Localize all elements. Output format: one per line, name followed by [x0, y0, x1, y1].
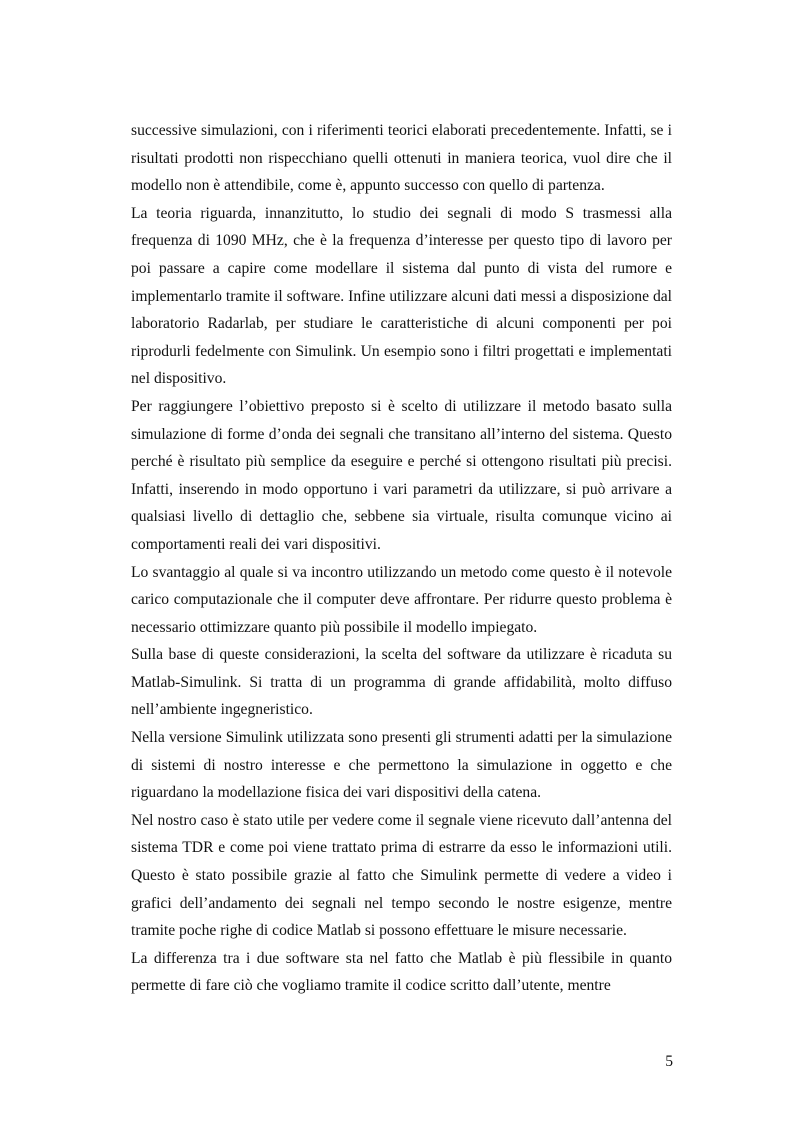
paragraph-1: successive simulazioni, con i riferimenti teorici elaborati precedentemente. Infatti, se i risultati prodotti non rispecchiano quelli ottenuti in maniera teorica, vuol dire che il modello non è attendibile, come è, appunto successo con quello di partenza.	[131, 122, 672, 195]
paragraph-5: Sulla base di queste considerazioni, la scelta del software da utilizzare è ricaduta su Matlab-Simulink. Si tratta di un programma di grande affidabilità, molto diffuso nell’ambiente ingegneristico.	[131, 646, 672, 719]
paragraph-3: Per raggiungere l’obiettivo preposto si è scelto di utilizzare il metodo basato sulla simulazione di forme d’onda dei segnali che transitano all’interno del sistema. Questo perché è risultato più semplice da eseguire e perché si ottengono risultati più precisi. Infatti, inserendo in modo opportuno i vari parametri da utilizzare, si può arrivare a qualsiasi livello di dettaglio che, sebbene sia virtuale, risulta comunque vicino ai comportamenti reali dei vari dispositivi.	[131, 397, 672, 553]
paragraph-7: Nel nostro caso è stato utile per vedere come il segnale viene ricevuto dall’antenna del sistema TDR e come poi viene trattato prima di estrarre da esso le informazioni utili. Questo è stato possibile grazie al fatto che Simulink permette di vedere a video i grafici dell’andamento dei segnali nel tempo secondo le nostre esigenze, mentre tramite poche righe di codice Matlab si possono effettuare le misure necessarie.	[131, 811, 672, 940]
paragraph-8: La differenza tra i due software sta nel fatto che Matlab è più flessibile in quanto permette di fare ciò che vogliamo tramite il codice scritto dall’utente, mentre	[131, 949, 672, 995]
paragraph-6: Nella versione Simulink utilizzata sono presenti gli strumenti adatti per la simulazione di sistemi di nostro interesse e che permettono la simulazione in oggetto e che riguardano la modellazione fisica dei vari dispositivi della catena.	[131, 729, 672, 802]
paragraph-4: Lo svantaggio al quale si va incontro utilizzando un metodo come questo è il notevole carico computazionale che il computer deve affrontare. Per ridurre questo problema è necessario ottimizzare quanto più possibile il modello impiegato.	[131, 563, 672, 636]
paragraph-2: La teoria riguarda, innanzitutto, lo studio dei segnali di modo S trasmessi alla frequenza di 1090 MHz, che è la frequenza d’interesse per questo tipo di lavoro per poi passare a capire come modellare il sistema dal punto di vista del rumore e implementarlo tramite il software. Infine utilizzare alcuni dati messi a disposizione dal laboratorio Radarlab, per studiare le caratteristiche di alcuni componenti per poi riprodurli fedelmente con Simulink. Un esempio sono i filtri progettati e implementati nel dispositivo.	[131, 204, 672, 388]
body-text	[131, 117, 672, 1000]
page-number: 5	[665, 1053, 673, 1070]
